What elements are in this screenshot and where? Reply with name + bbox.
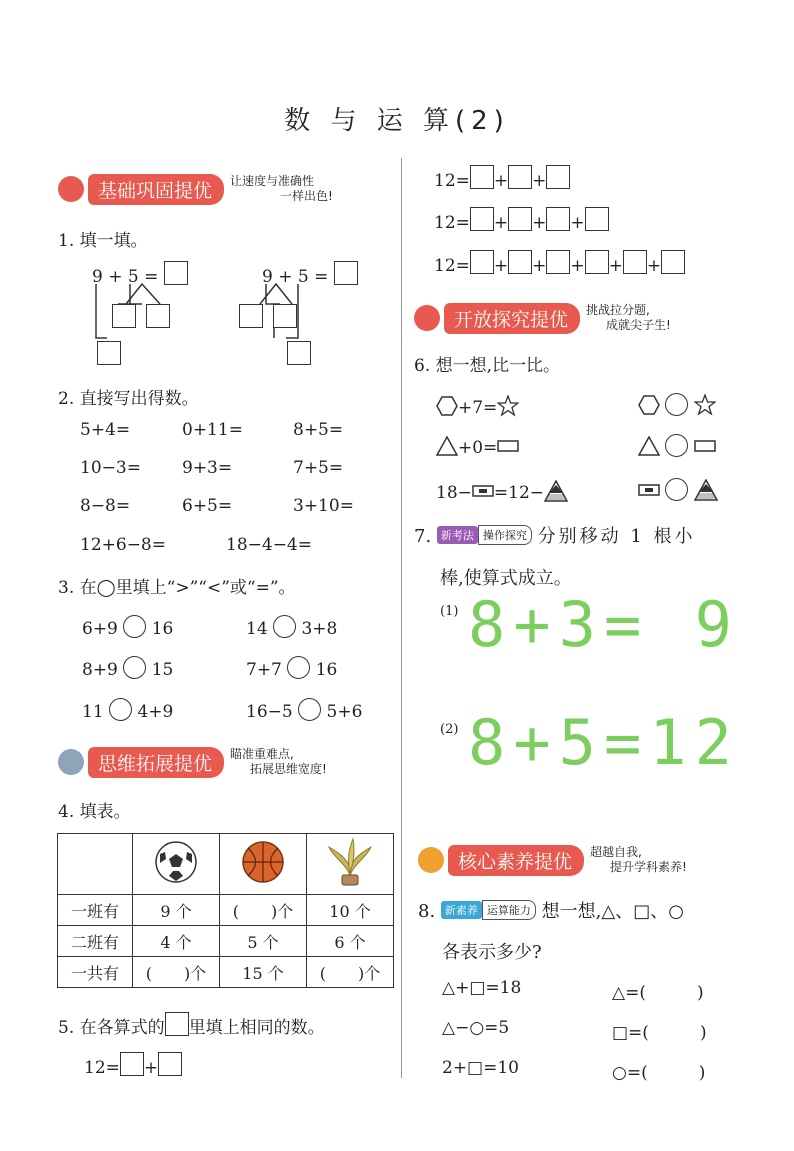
section-label: 基础巩固提优	[88, 174, 224, 205]
answer-box[interactable]	[546, 207, 570, 231]
compare-circle[interactable]	[665, 393, 688, 416]
table-cell: 5 个	[220, 926, 307, 957]
q5-equation-1: 12= +	[84, 1052, 182, 1078]
answer-box[interactable]	[546, 165, 570, 189]
table-cell: 6 个	[307, 926, 394, 957]
triangle-icon	[436, 436, 458, 456]
answer-box[interactable]	[508, 165, 532, 189]
calc-item: 6+5=	[182, 496, 233, 516]
calc-item: 10−3=	[80, 458, 141, 478]
compare-circle[interactable]	[273, 615, 296, 638]
matchstick-equation-2[interactable]: 8+5=12	[468, 706, 740, 779]
table-cell-blank[interactable]: ( )个	[307, 957, 394, 988]
column-divider	[401, 158, 402, 1078]
q6-equation-3: 18− =12−	[436, 480, 568, 503]
sum-box[interactable]	[287, 341, 311, 365]
question-1-heading: 1. 填一填。	[58, 231, 148, 251]
decompose-box[interactable]	[146, 304, 170, 328]
star-icon	[497, 395, 519, 417]
question-8-text: 各表示多少?	[442, 942, 542, 963]
section-label: 思维拓展提优	[88, 747, 224, 778]
q8-equation: △−○=5	[442, 1018, 510, 1038]
answer-box[interactable]	[158, 1052, 182, 1076]
answer-box[interactable]	[470, 250, 494, 274]
table-header-cell	[133, 834, 220, 895]
q6-compare-2	[638, 434, 716, 458]
answer-box[interactable]	[623, 250, 647, 274]
row-label: 二班有	[58, 926, 133, 957]
dotted-rectangle-icon	[472, 484, 494, 498]
compare-circle[interactable]	[109, 698, 132, 721]
q1-equation-left: 9 + 5 =	[92, 261, 188, 287]
ability-tag: 运算能力	[482, 900, 536, 920]
table-cell-blank[interactable]: ( )个	[133, 957, 220, 988]
answer-box[interactable]	[661, 250, 685, 274]
star-icon	[694, 394, 716, 416]
calc-item: 12+6−8=	[80, 535, 166, 555]
q6-equation-1: +7=	[436, 395, 519, 418]
soccer-ball-icon	[154, 840, 198, 884]
new-literacy-tag: 新素养	[441, 901, 482, 919]
triangle-icon	[638, 436, 660, 456]
matchstick-label-1: (1)	[440, 604, 459, 619]
q5-equation-3: 12= + + +	[434, 207, 609, 233]
calc-item: 0+11=	[182, 420, 243, 440]
answer-box[interactable]	[508, 250, 532, 274]
octopus-icon	[58, 176, 84, 202]
table-header-cell	[307, 834, 394, 895]
section-note: 瞄准重难点, 拓展思维宽度!	[230, 747, 327, 776]
operation-tag: 操作探究	[478, 525, 532, 545]
question-5-heading: 5. 在各算式的 里填上相同的数。	[58, 1012, 325, 1038]
compare-circle[interactable]	[298, 698, 321, 721]
answer-box[interactable]	[470, 207, 494, 231]
calc-item: 8−8=	[80, 496, 131, 516]
fill-table	[57, 833, 394, 988]
table-cell: 4 个	[133, 926, 220, 957]
answer-box[interactable]	[585, 250, 609, 274]
answer-box[interactable]	[546, 250, 570, 274]
row-label: 一共有	[58, 957, 133, 988]
section-note: 让速度与准确性 一样出色!	[230, 174, 333, 203]
plant-icon	[327, 837, 373, 887]
q8-answer[interactable]: □=( )	[612, 1023, 707, 1043]
compare-item: 14 3+8	[246, 615, 337, 639]
q5-equation-4: 12= + + + + +	[434, 250, 685, 276]
compare-circle[interactable]	[287, 656, 310, 679]
q6-compare-3	[638, 478, 718, 502]
q8-answer[interactable]: △=( )	[612, 983, 704, 1003]
question-4-heading: 4. 填表。	[58, 802, 131, 822]
compare-item: 16−5 5+6	[246, 698, 362, 722]
fish-icon	[418, 847, 444, 873]
calc-item: 8+5=	[293, 420, 344, 440]
q5-equation-2: 12= + +	[434, 165, 570, 191]
compare-circle[interactable]	[123, 615, 146, 638]
q1-equation-right: 9 + 5 =	[262, 261, 358, 287]
q8-equation: 2+□=10	[442, 1058, 519, 1078]
hexagon-icon	[436, 396, 458, 416]
table-header-cell	[220, 834, 307, 895]
table-cell: 10 个	[307, 895, 394, 926]
q6-compare-1	[638, 393, 716, 417]
decompose-box[interactable]	[239, 304, 263, 328]
answer-box[interactable]	[585, 207, 609, 231]
calc-item: 9+3=	[182, 458, 233, 478]
compare-item: 6+9 16	[82, 615, 173, 639]
answer-box[interactable]	[120, 1052, 144, 1076]
table-cell: 15 个	[220, 957, 307, 988]
compare-item: 11 4+9	[82, 698, 173, 722]
table-corner	[58, 834, 133, 895]
basketball-icon	[239, 840, 287, 884]
rectangle-icon	[694, 439, 716, 453]
section-banner-core	[418, 846, 687, 874]
q6-equation-2: +0=	[436, 436, 519, 458]
decompose-box[interactable]	[273, 304, 297, 328]
new-method-tag: 新考法	[437, 526, 478, 544]
box-icon	[165, 1012, 189, 1036]
table-cell: 9 个	[133, 895, 220, 926]
section-note: 挑战拉分题, 成就尖子生!	[586, 303, 671, 332]
page-title: 数 与 运 算(2)	[284, 106, 510, 136]
answer-box[interactable]	[470, 165, 494, 189]
question-2-heading: 2. 直接写出得数。	[58, 389, 199, 409]
row-label: 一班有	[58, 895, 133, 926]
dotted-rectangle-icon	[638, 483, 660, 497]
question-7-text: 棒,使算式成立。	[440, 568, 572, 589]
section-label: 核心素养提优	[448, 845, 584, 876]
matchstick-equation-1[interactable]: 8+3= 9	[468, 588, 740, 661]
calc-item: 18−4−4=	[226, 535, 312, 555]
calc-item: 5+4=	[80, 420, 131, 440]
section-banner-thinking	[58, 748, 327, 776]
question-6-heading: 6. 想一想,比一比。	[414, 356, 561, 376]
striped-triangle-icon	[694, 479, 718, 501]
table-cell-blank[interactable]: ( )个	[220, 895, 307, 926]
compare-circle[interactable]	[123, 656, 146, 679]
compare-circle[interactable]	[665, 434, 688, 457]
q8-answer[interactable]: ○=( )	[612, 1063, 706, 1083]
decompose-box[interactable]	[112, 304, 136, 328]
hexagon-icon	[638, 395, 660, 415]
q8-equation: △+□=18	[442, 978, 522, 998]
answer-box[interactable]	[508, 207, 532, 231]
question-7-heading: 7. 新考法 操作探究 分别移动 1 根小	[414, 526, 696, 547]
calc-item: 7+5=	[293, 458, 344, 478]
question-3-heading: 3. 在◯里填上“>”“<”或“=”。	[58, 578, 296, 598]
section-banner-basic	[58, 175, 333, 203]
calc-item: 3+10=	[293, 496, 354, 516]
sum-box[interactable]	[97, 341, 121, 365]
rectangle-icon	[497, 439, 519, 453]
section-label: 开放探究提优	[444, 303, 580, 334]
striped-triangle-icon	[544, 480, 568, 502]
compare-item: 7+7 16	[246, 656, 337, 680]
dolphin-icon	[58, 749, 84, 775]
section-note: 超越自我, 提升学科素养!	[590, 845, 687, 874]
compare-item: 8+9 15	[82, 656, 173, 680]
section-banner-open	[414, 304, 671, 332]
matchstick-label-2: (2)	[440, 722, 459, 737]
compare-circle[interactable]	[665, 478, 688, 501]
crab-icon	[414, 305, 440, 331]
question-8-heading: 8. 新素养 运算能力 想一想,△、□、○	[418, 901, 684, 922]
